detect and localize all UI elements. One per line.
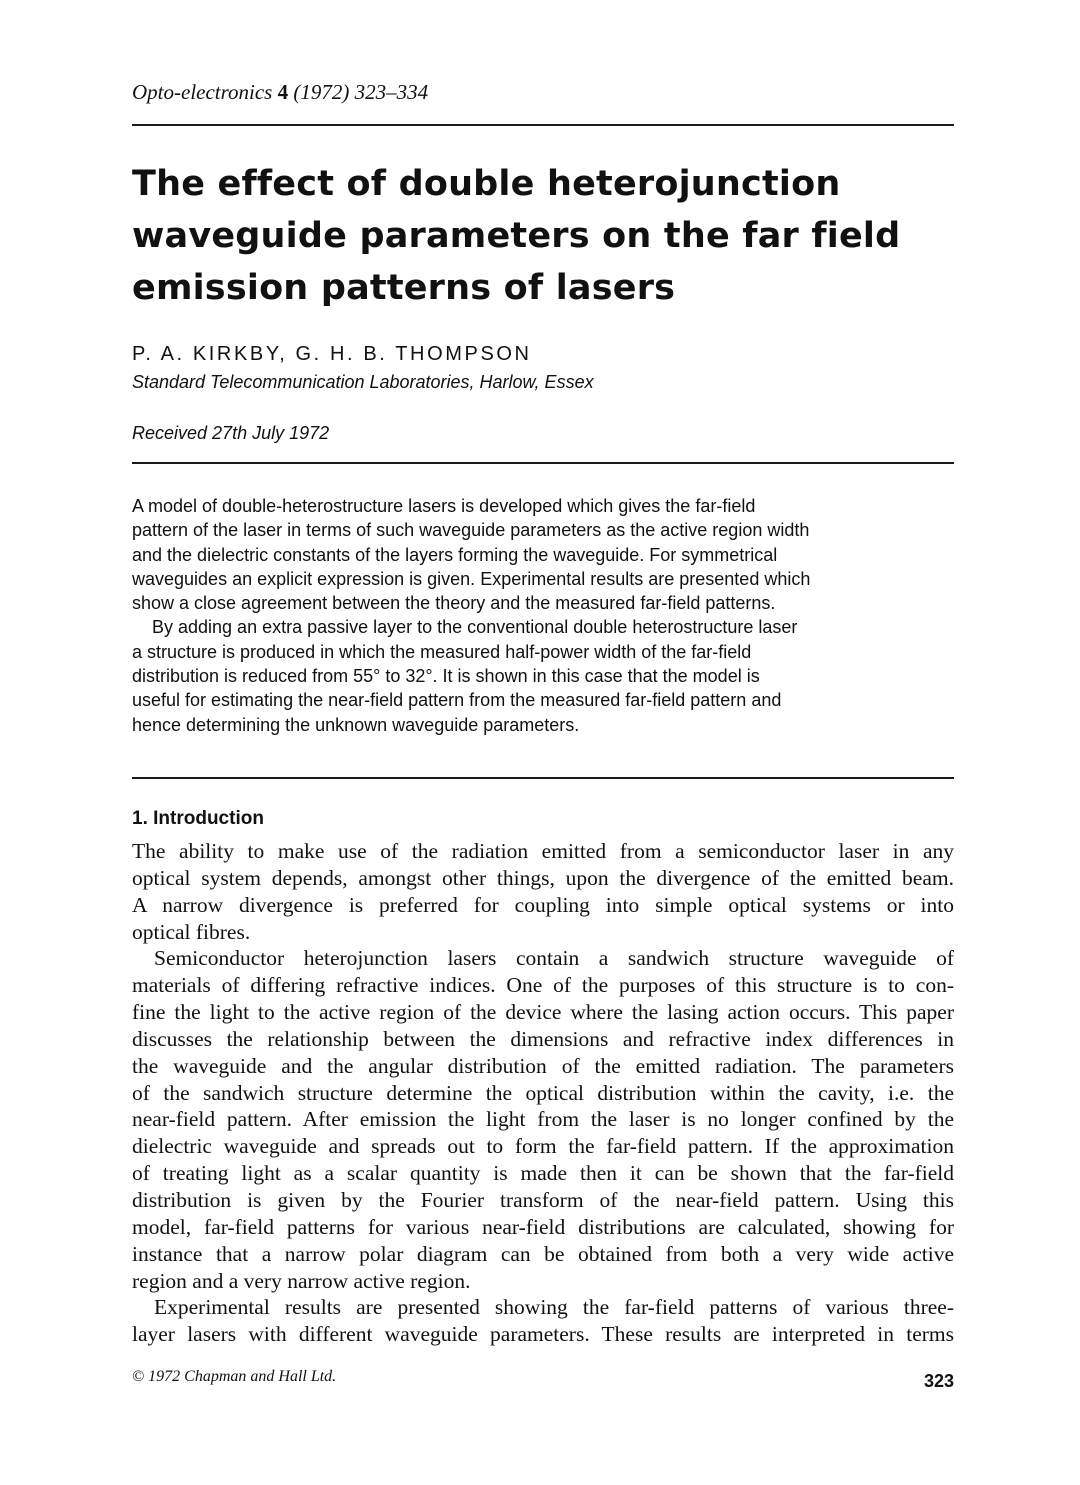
received-date: Received 27th July 1972: [132, 423, 330, 443]
abstract-top-rule: [132, 462, 954, 464]
abstract-line: useful for estimating the near-field pattern from the measured far-field pattern and: [132, 690, 782, 711]
abstract-line: A model of double-heterostructure lasers is developed which gives the far-field: [132, 496, 756, 516]
abstract-line: waveguides an explicit expression is given. Experimental results are presented which: [132, 568, 811, 589]
header-rule: [132, 124, 954, 126]
abstract-line: a structure is produced in which the measured half-power width of the far-field: [132, 641, 752, 662]
abstract-line: By adding an extra passive layer to the conventional double heterostructure laser: [152, 617, 798, 638]
body-line: Experimental results are presented showing the far-field patterns of various three-: [154, 1295, 954, 1320]
body-line: Semiconductor heterojunction lasers contain a sandwich structure waveguide of: [154, 946, 954, 971]
journal-citation: [132, 78, 428, 106]
body-line: region and a very narrow active region.: [132, 1268, 471, 1293]
body-line: optical system depends, amongst other things, upon the divergence of the emitted beam.: [132, 865, 954, 890]
abstract-line: distribution is reduced from 55° to 32°. It is shown in this case that the model is: [132, 666, 760, 687]
body-line: optical fibres.: [132, 919, 251, 944]
author-affiliation: Standard Telecommunication Laboratories, Harlow, Essex: [132, 372, 594, 392]
body-line: A narrow divergence is preferred for coupling into simple optical systems or into: [132, 892, 954, 917]
body-line: distribution is given by the Fourier transform of the near-field pattern. Using this: [132, 1187, 954, 1212]
body-line: the waveguide and the angular distribution of the emitted radiation. The parameters: [132, 1053, 954, 1078]
body-line: of the sandwich structure determine the optical distribution within the cavity, i.e. the: [132, 1080, 954, 1105]
body-line: of treating light as a scalar quantity is made then it can be shown that the far-field: [132, 1161, 954, 1186]
journal-volume: 4: [277, 80, 289, 104]
title-line: The effect of double heterojunction: [132, 164, 841, 204]
body-line: model, far-field patterns for various near-field distributions are calculated, showing for: [132, 1214, 954, 1239]
copyright-notice: © 1972 Chapman and Hall Ltd.: [132, 1368, 337, 1385]
body-line: layer lasers with different waveguide parameters. These results are interpreted in terms: [132, 1322, 954, 1347]
abstract-bottom-rule: [132, 777, 954, 779]
journal-name: Opto-electronics: [132, 80, 273, 104]
body-line: fine the light to the active region of the device where the lasing action occurs. This paper: [132, 1000, 954, 1025]
body-line: The ability to make use of the radiation emitted from a semiconductor laser in any: [132, 839, 954, 863]
abstract-line: show a close agreement between the theory and the measured far-field patterns.: [132, 593, 776, 614]
body-line: instance that a narrow polar diagram can be obtained from both a very wide active: [132, 1241, 954, 1266]
title-line: emission patterns of lasers: [132, 268, 676, 308]
paper-title: [132, 158, 954, 314]
page-number: 323: [923, 1371, 954, 1391]
abstract: [132, 494, 954, 737]
body-line: near-field pattern. After emission the light from the laser is no longer confined by the: [132, 1107, 954, 1132]
abstract-line: pattern of the laser in terms of such waveguide parameters as the active region width: [132, 520, 810, 541]
abstract-line: hence determining the unknown waveguide parameters.: [132, 714, 580, 735]
section-heading-introduction: 1. Introduction: [132, 808, 264, 829]
title-line: waveguide parameters on the far field: [132, 216, 901, 256]
introduction-body: [132, 838, 954, 1348]
body-line: materials of differing refractive indices. One of the purposes of this structure is to con-: [132, 973, 954, 998]
abstract-line: and the dielectric constants of the layers forming the waveguide. For symmetrical: [132, 544, 778, 565]
body-line: dielectric waveguide and spreads out to form the far-field pattern. If the approximation: [132, 1134, 954, 1159]
body-line: discusses the relationship between the dimensions and refractive index differences in: [132, 1026, 954, 1051]
journal-year-pages: (1972) 323–334: [293, 80, 429, 104]
author-list: P. A. KIRKBY, G. H. B. THOMPSON: [132, 343, 532, 365]
